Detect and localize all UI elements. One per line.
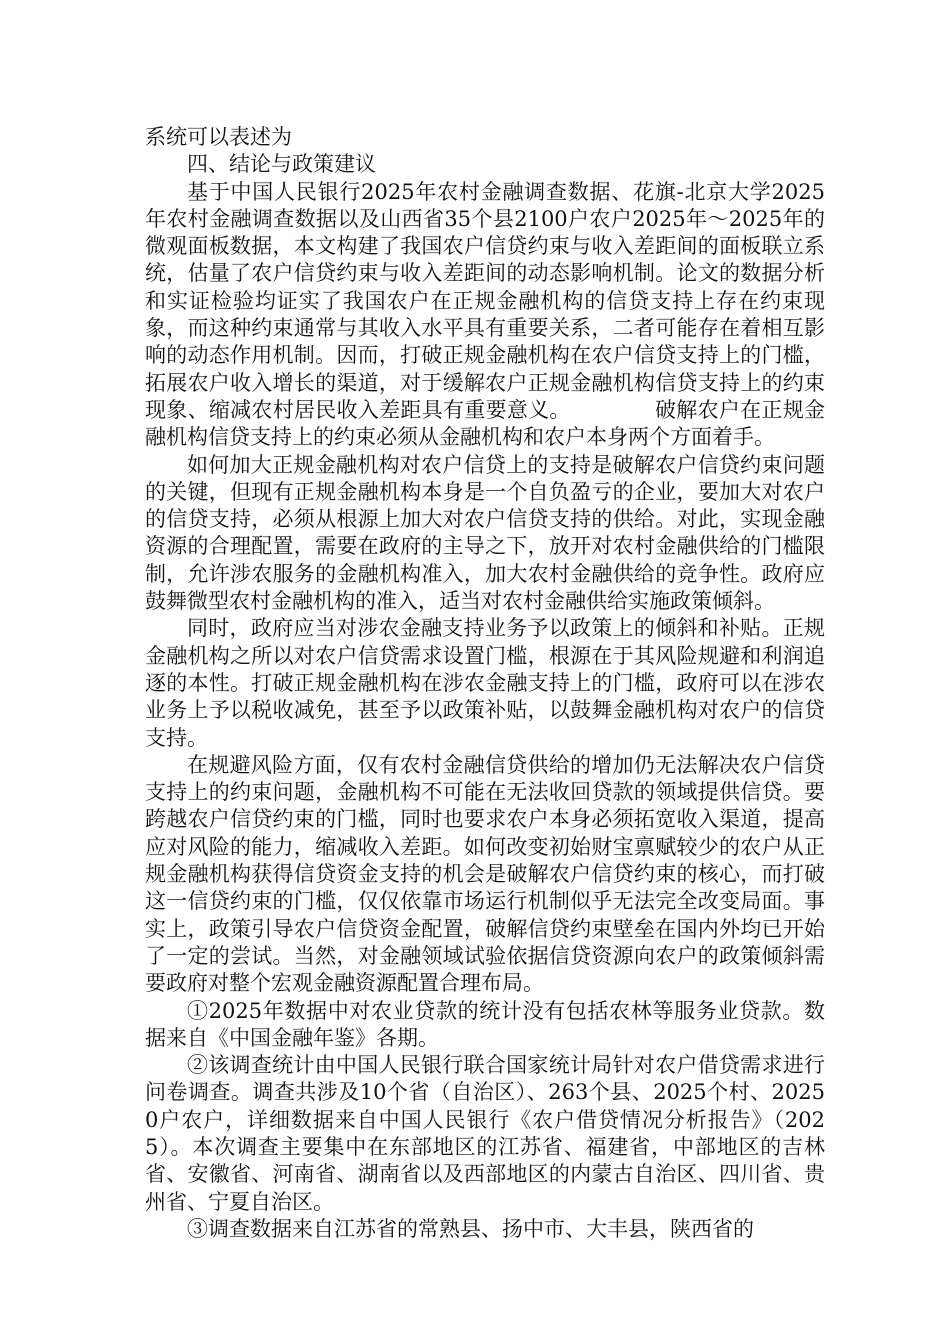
paragraph-1-continuation: 破解农户在正规金融机构信贷支持上的约束必须从金融机构和农户本身两个方面着手。: [145, 397, 826, 450]
paragraph-2: 如何加大正规金融机构对农户信贷上的支持是破解农户信贷约束问题的关键，但现有正规金融机构本身是一个自负盈亏的企业，要加大对农户的信贷支持，必须从根源上加大对农户信贷支持的供给。对此，实现金融资源的合理配置，需要在政府的主导之下，放开对农村金融供给的门槛限制，允许涉农服务的金融机构准入，加大农村金融供给的竞争性。政府应鼓舞微型农村金融机构的准入，适当对农村金融供给实施政策倾斜。: [145, 452, 825, 614]
section-heading: 四、结论与政策建议: [187, 152, 376, 177]
paragraph-1: [145, 179, 825, 452]
footnote-1: ①2025年数据中对农业贷款的统计没有包括农林等服务业贷款。数据来自《中国金融年鉴》各期。: [145, 998, 825, 1050]
footnote-2: ②该调查统计由中国人民银行联合国家统计局针对农户借贷需求进行问卷调查。调查共涉及10个省（自治区）、263个县、2025个村、20250户农户，详细数据来自中国人民银行《农户借贷情况分析报告》（2025）。本次调查主要集中在东部地区的江苏省、福建省，中部地区的吉林省、安徽省、河南省、湖南省以及西部地区的内蒙古自治区、四川省、贵州省、宁夏自治区。: [145, 1053, 825, 1214]
paragraph-3: 同时，政府应当对涉农金融支持业务予以政策上的倾斜和补贴。正规金融机构之所以对农户信贷需求设置门槛，根源在于其风险规避和利润追逐的本性。打破正规金融机构在涉农金融支持上的门槛，政府可以在涉农业务上予以税收减免，甚至予以政策补贴，以鼓舞金融机构对农户的信贷支持。: [145, 616, 825, 750]
lead-line: 系统可以表述为: [145, 125, 292, 149]
paragraph-4: 在规避风险方面，仅有农村金融信贷供给的增加仍无法解决农户信贷支持上的约束问题，金融机构不可能在无法收回贷款的领域提供信贷。要跨越农户信贷约束的门槛，同时也要求农户本身必须拓宽收入渠道，提高应对风险的能力，缩减收入差距。如何改变初始财宝禀赋较少的农户从正规金融机构获得信贷资金支持的机会是破解农户信贷约束的核心，而打破这一信贷约束的门槛，仅仅依靠市场运行机制似乎无法完全改变局面。事实上，政策引导农户信贷资金配置，破解信贷约束壁垒在国内外均已开始了一定的尝试。当然，对金融领域试验依据信贷资源向农户的政策倾斜需要政府对整个宏观金融资源配置合理布局。: [145, 752, 825, 996]
document-page: [145, 124, 825, 1243]
paragraph-1-text: 基于中国人民银行2025年农村金融调查数据、花旗-北京大学2025年农村金融调查数据以及山西省35个县2100户农户2025年～2025年的微观面板数据，本文构建了我国农户信贷约束与收入差距间的面板联立系统，估量了农户信贷约束与收入差距间的动态影响机制。论文的数据分析和实证检验均证实了我国农户在正规金融机构的信贷支持上存在约束现象，而这种约束通常与其收入水平具有重要关系，二者可能存在着相互影响的动态作用机制。因而，打破正规金融机构在农户信贷支持上的门槛，拓展农户收入增长的渠道，对于缓解农户正规金融机构信贷支持上的约束现象、缩减农村居民收入差距具有重要意义。: [145, 179, 825, 422]
footnote-3: ③调查数据来自江苏省的常熟县、扬中市、大丰县，陕西省的: [187, 1216, 754, 1241]
